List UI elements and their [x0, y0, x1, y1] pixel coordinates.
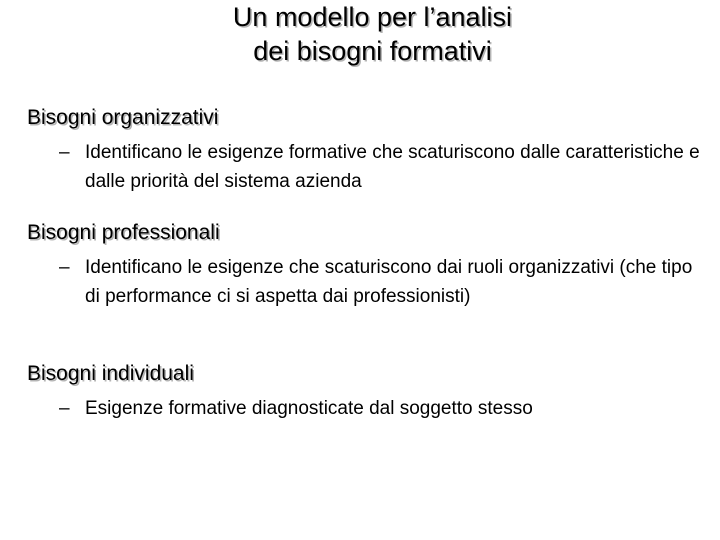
- sub-bullet: [27, 138, 705, 196]
- section-bisogni-professionali: [27, 219, 707, 311]
- title-line-1: Un modello per l’analisi: [232, 2, 513, 32]
- sub-bullet-text: Esigenze formative diagnosticate dal soggetto stesso: [85, 398, 533, 419]
- dash-bullet-icon: –: [59, 398, 70, 419]
- section-heading: Bisogni individuali: [27, 362, 194, 385]
- sub-bullet: [27, 253, 705, 311]
- section-bisogni-organizzativi: [27, 104, 707, 196]
- dash-bullet-icon: –: [59, 142, 70, 163]
- section-heading: Bisogni professionali: [27, 221, 220, 244]
- sub-bullet: [27, 394, 705, 423]
- slide-title: [0, 0, 720, 68]
- sub-bullet-text: Identificano le esigenze formative che scaturiscono dalle caratteristiche e dalle priorità del sistema azienda: [85, 142, 700, 192]
- section-bisogni-individuali: [27, 360, 707, 423]
- dash-bullet-icon: –: [59, 257, 70, 278]
- title-line-2: dei bisogni formativi: [253, 36, 492, 66]
- sub-bullet-text: Identificano le esigenze che scaturiscono dai ruoli organizzativi (che tipo di performance ci si aspetta dai professionisti): [85, 257, 693, 307]
- section-heading: Bisogni organizzativi: [27, 106, 219, 129]
